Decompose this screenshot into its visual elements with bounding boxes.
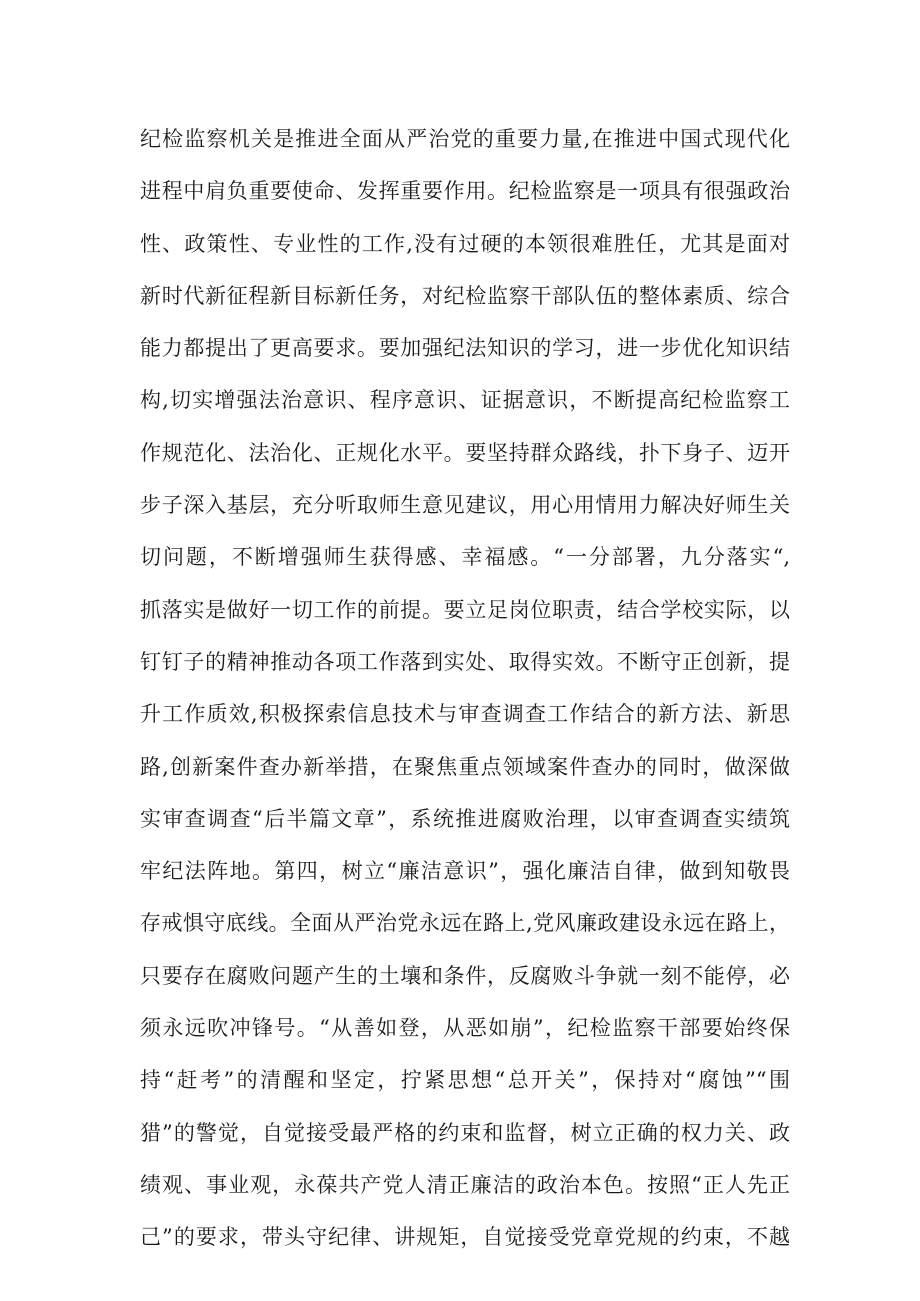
- text-line: 进程中肩负重要使命、发挥重要作用。纪检监察是一项具有很强政治: [140, 179, 790, 204]
- text-line: 能力都提出了更高要求。要加强纪法知识的学习，进一步优化知识结: [140, 336, 790, 361]
- text-line: 新时代新征程新目标新任务，对纪检监察干部队伍的整体素质、综合: [140, 283, 790, 308]
- text-line: 猎”的警觉，自觉接受最严格的约束和监督，树立正确的权力关、政: [140, 1120, 790, 1145]
- body-text: [140, 113, 790, 1264]
- text-line: 实审查调查“后半篇文章”，系统推进腐败治理，以审查调查实绩筑: [140, 806, 790, 831]
- text-line: 存戒惧守底线。全面从严治党永远在路上,党风廉政建设永远在路上，: [140, 911, 790, 936]
- text-line: 构,切实增强法治意识、程序意识、证据意识，不断提高纪检监察工: [140, 388, 790, 413]
- text-line: 钉钉子的精神推动各项工作落到实处、取得实效。不断守正创新，提: [140, 649, 790, 674]
- text-line: 牢纪法阵地。第四，树立“廉洁意识”，强化廉洁自律，做到知敬畏: [140, 859, 790, 884]
- text-line: 须永远吹冲锋号。“从善如登，从恶如崩”，纪检监察干部要始终保: [140, 1016, 790, 1041]
- text-line: 绩观、事业观，永葆共产党人清正廉洁的政治本色。按照“正人先正: [140, 1172, 790, 1197]
- text-line: 持“赶考”的清醒和坚定，拧紧思想“总开关”，保持对“腐蚀”“围: [140, 1068, 790, 1093]
- text-line: 己”的要求，带头守纪律、讲规矩，自觉接受党章党规的约束，不越: [140, 1225, 790, 1250]
- text-line: 路,创新案件查办新举措，在聚焦重点领域案件查办的同时，做深做: [140, 754, 790, 779]
- text-line: 性、政策性、专业性的工作,没有过硬的本领很难胜任，尤其是面对: [140, 231, 790, 256]
- text-line: 作规范化、法治化、正规化水平。要坚持群众路线，扑下身子、迈开: [140, 440, 790, 465]
- text-line: 抓落实是做好一切工作的前提。要立足岗位职责，结合学校实际，以: [140, 597, 790, 622]
- text-line: 步子深入基层，充分听取师生意见建议，用心用情用力解决好师生关: [140, 493, 790, 518]
- text-line: 纪检监察机关是推进全面从严治党的重要力量,在推进中国式现代化: [140, 127, 790, 151]
- text-line: 只要存在腐败问题产生的土壤和条件，反腐败斗争就一刻不能停，必: [140, 963, 790, 988]
- text-line: 升工作质效,积极探索信息技术与审查调查工作结合的新方法、新思: [140, 702, 790, 727]
- text-line: 切问题，不断增强师生获得感、幸福感。“一分部署，九分落实“,: [140, 545, 790, 570]
